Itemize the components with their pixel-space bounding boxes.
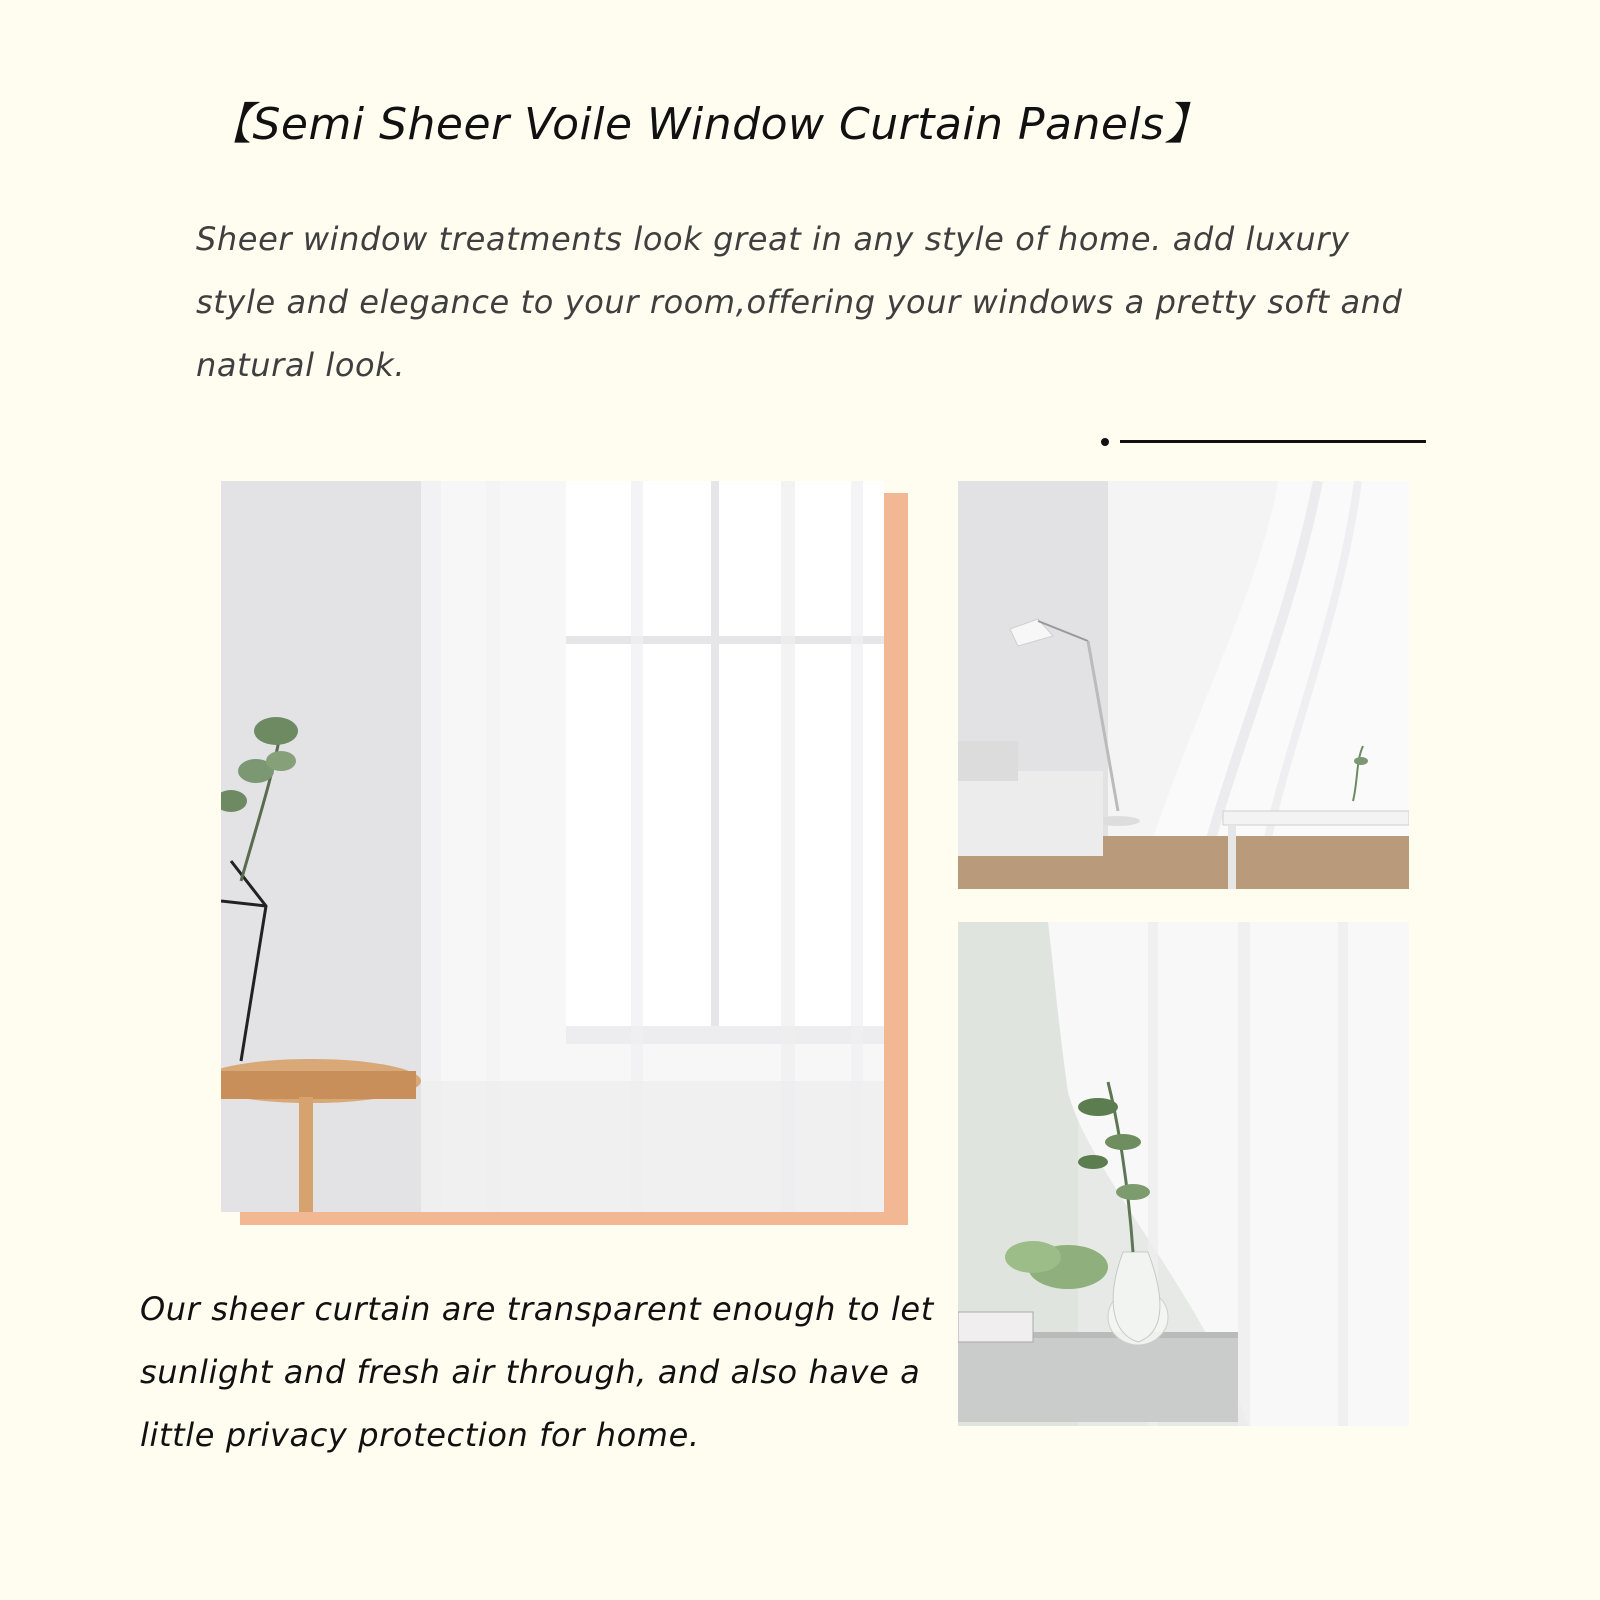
divider-line: [1120, 440, 1426, 443]
outro-paragraph: Our sheer curtain are transparent enough to let sunlight and fresh air through, and also have a little privacy protection for home.: [140, 1290, 934, 1454]
page-title: 【Semi Sheer Voile Window Curtain Panels】: [208, 99, 1210, 150]
intro-paragraph: Sheer window treatments look great in any style of home. add luxury style and elegance to your room,offering your windows a pretty soft and natural look.: [196, 220, 1403, 384]
main-curtain-photo: [221, 481, 884, 1212]
lamp-photo-illustration: [958, 481, 1409, 889]
divider-dot: [1101, 438, 1109, 446]
vase-curtain-photo: [958, 922, 1409, 1426]
main-photo-illustration: [221, 481, 884, 1212]
lamp-curtain-photo: [958, 481, 1409, 889]
vase-photo-illustration: [958, 922, 1409, 1426]
